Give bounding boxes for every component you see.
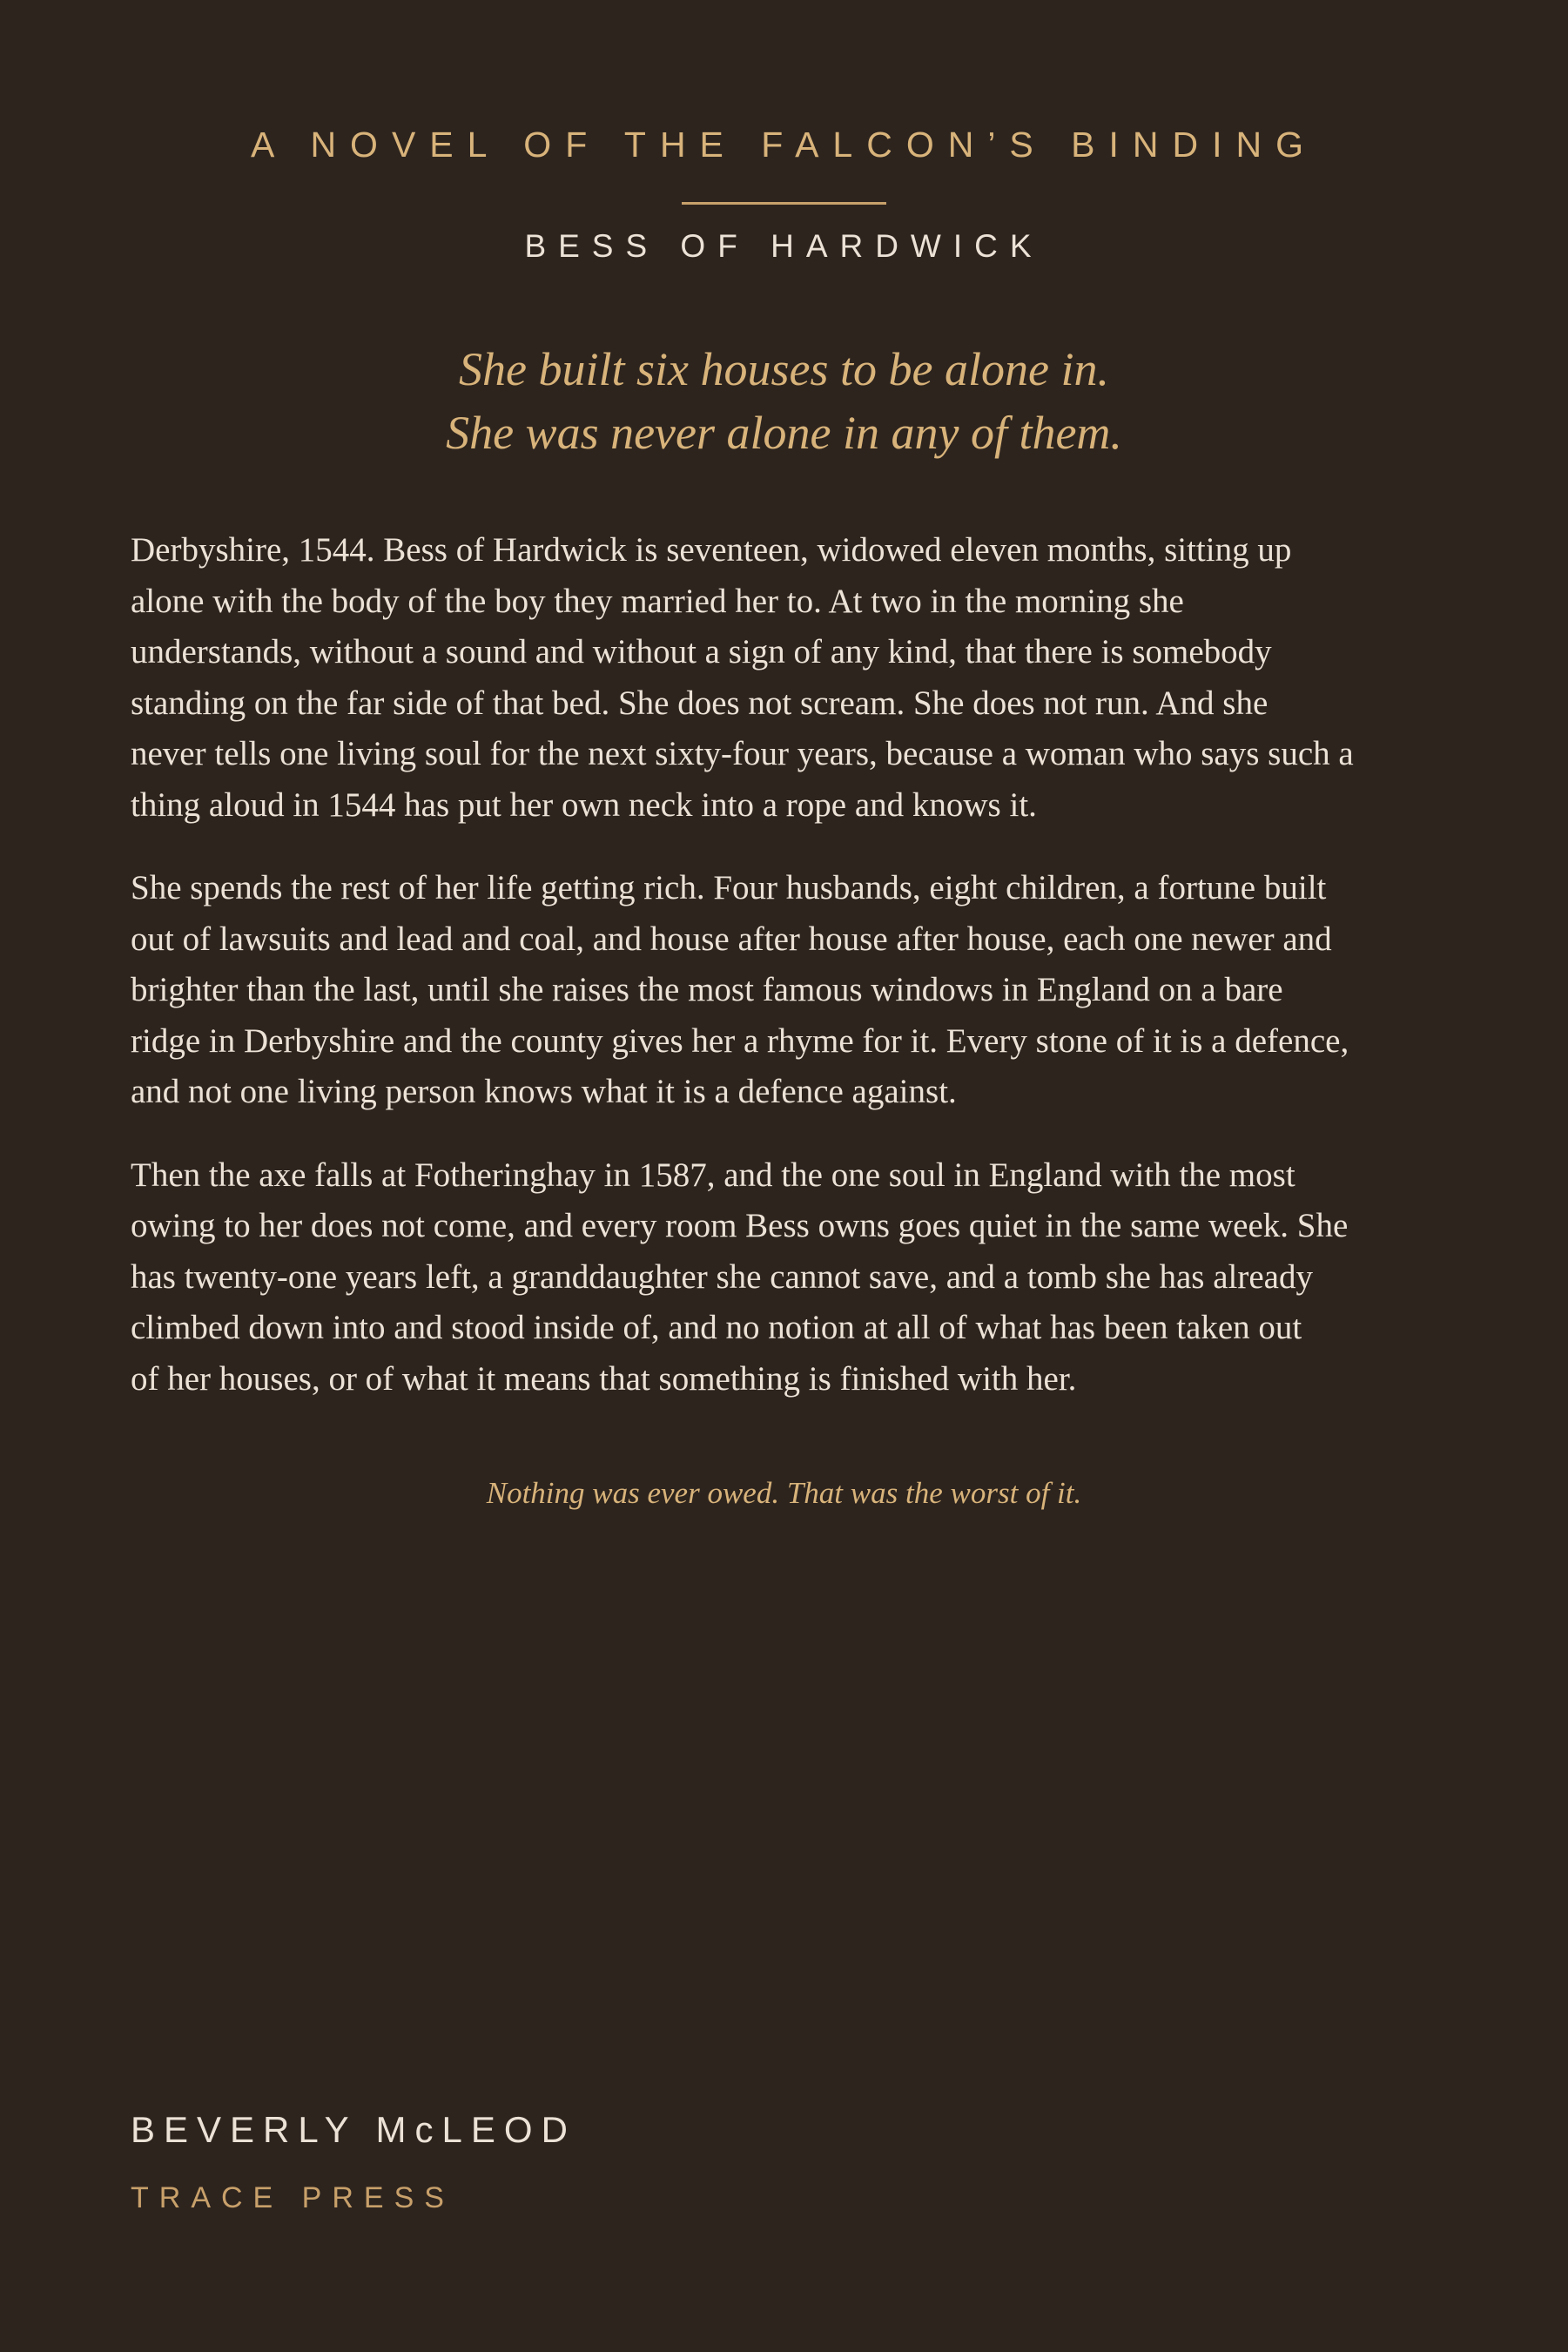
author-name: BEVERLY McLEOD — [131, 2109, 576, 2150]
blurb-line: climbed down into and stood inside of, and no notion at all of what has been taken out — [131, 1309, 1302, 1346]
closing-line: Nothing was ever owed. That was the worst of it. — [486, 1476, 1082, 1510]
blurb — [131, 525, 1445, 1437]
book-title: BESS OF HARDWICK — [524, 228, 1044, 264]
blurb-line: alone with the body of the boy they married her to. At two in the morning she — [131, 582, 1184, 620]
blurb-line: and not one living person knows what it is a defence against. — [131, 1073, 957, 1110]
blurb-line: brighter than the last, until she raises the most famous windows in England on a bare — [131, 971, 1283, 1008]
blurb-line: Derbyshire, 1544. Bess of Hardwick is seventeen, widowed eleven months, sitting up — [131, 531, 1292, 569]
blurb-line: out of lawsuits and lead and coal, and house after house after house, each one newer and — [131, 920, 1332, 958]
blurb-line: ridge in Derbyshire and the county gives her a rhyme for it. Every stone of it is a defence, — [131, 1021, 1349, 1060]
blurb-line: owing to her does not come, and every room Bess owns goes quiet in the same week. She — [131, 1207, 1349, 1244]
blurb-line: never tells one living soul for the next sixty-four years, because a woman who says such a — [131, 735, 1354, 772]
blurb-paragraph-1 — [131, 525, 1445, 831]
blurb-line: thing aloud in 1544 has put her own neck into a rope and knows it. — [131, 785, 1037, 824]
blurb-paragraph-3 — [131, 1150, 1445, 1405]
blurb-line: understands, without a sound and without a sign of any kind, that there is somebody — [131, 633, 1272, 671]
tagline-line: She was never alone in any of them. — [446, 407, 1122, 459]
blurb-paragraph-2 — [131, 863, 1445, 1118]
blurb-line: She spends the rest of her life getting rich. Four husbands, eight children, a fortune built — [131, 869, 1327, 906]
publisher-name: TRACE PRESS — [131, 2181, 454, 2214]
blurb-line: standing on the far side of that bed. She does not scream. She does not run. And she — [131, 684, 1269, 722]
blurb-line: of her houses, or of what it means that something is finished with her. — [131, 1359, 1077, 1398]
tagline-line: She built six houses to be alone in. — [459, 343, 1109, 395]
tagline — [0, 338, 1568, 465]
blurb-line: Then the axe falls at Fotheringhay in 1587, and the one soul in England with the most — [131, 1156, 1295, 1194]
series-title: A NOVEL OF THE FALCON’S BINDING — [250, 125, 1318, 165]
blurb-line: has twenty-one years left, a granddaughter she cannot save, and a tomb she has already — [131, 1257, 1313, 1296]
divider-rule — [682, 202, 886, 205]
